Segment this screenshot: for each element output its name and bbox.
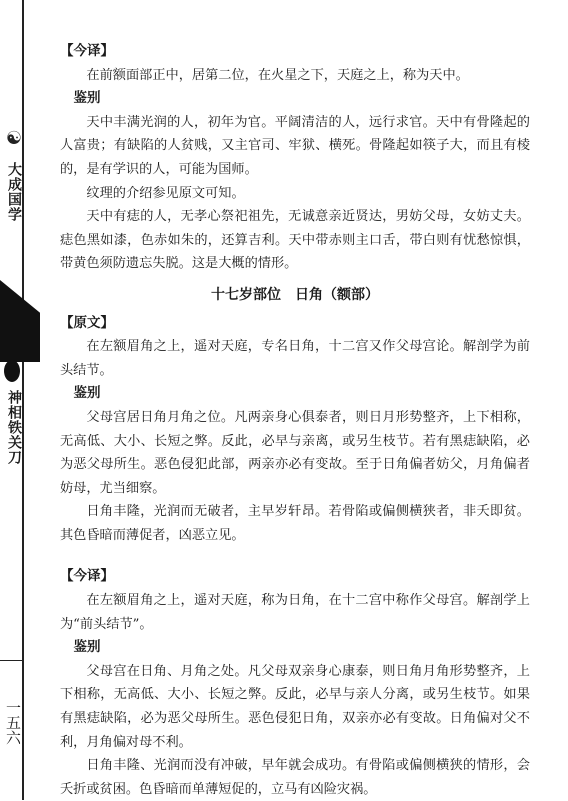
section-heading-modern-translation: 【今译】: [60, 43, 114, 59]
margin-rule: [22, 0, 24, 800]
paragraph: 天中有痣的人，无孝心祭祀祖先，无诚意亲近贤达，男妨父母，女妨丈夫。痣色黑如漆，色赤如朱的，还算吉利。天中带赤则主口舌，带白则有忧愁惊惧，带黄色须防遗忘失脱。这是大概的情形。: [60, 209, 530, 272]
paragraph: 在左额眉角之上，遥对天庭，专名日角，十二宫又作父母宫论。解剖学为前头结节。: [60, 339, 530, 378]
subheading-identification: 鉴别: [73, 639, 101, 656]
paragraph: 纹理的介绍参见原文可知。: [86, 185, 245, 201]
spacer: [60, 547, 530, 565]
decorative-black-tab: [0, 280, 40, 362]
page-number: 一五六: [4, 700, 22, 745]
book-title: 神相铁关刀: [6, 390, 22, 465]
section-heading-original-text: 【原文】: [60, 314, 114, 331]
paragraph: 父母宫在日角、月角之处。凡父母双亲身心康泰，则日角月角形势整齐，上下相称，无高低、大小、长短之弊。反此，必早与亲人分离，或另生枝节。如果有黑痣缺陷，必为恶父母所生。恶色侵犯日角，双亲亦必有变故。日角偏对父不利，月角偏对母不利。: [60, 663, 530, 750]
paragraph: 天中丰满光润的人，初年为官。平阔清洁的人，远行求官。天中有骨隆起的人富贵；有缺陷的人贫贱，又主官司、牢狱、横死。骨隆起如筷子大，而且有棱的，是有学识的人，可能为国师。: [60, 114, 530, 177]
series-title: 大成国学: [6, 162, 22, 222]
section-heading-modern-translation: 【今译】: [60, 568, 114, 585]
yin-yang-icon: ☯: [5, 128, 23, 149]
subheading-identification: 鉴别: [73, 385, 101, 402]
paragraph: 日角丰隆、光润而没有冲破，早年就会成功。有骨陷或偏侧横狭的情形，会夭折或贫困。色昏暗而单薄短促的，立马有凶险灾祸。: [60, 758, 530, 797]
paragraph: 在左额眉角之上，遥对天庭，称为日角，在十二宫中称作父母宫。解剖学上为“前头结节”。: [60, 593, 530, 632]
paragraph: 在前额面部正中，居第二位，在火星之下，天庭之上，称为天中。: [86, 67, 469, 83]
paragraph: 日角丰隆，光润而无破者，主早岁轩昂。若骨陷或偏侧横狭者，非夭即贫。其色昏暗而薄促者，凶恶立见。: [60, 504, 530, 543]
seal-icon: [4, 360, 20, 382]
margin-rail: [0, 0, 40, 800]
subheading-identification: 鉴别: [73, 90, 101, 107]
section-title: 十七岁部位 日角（额部）: [211, 286, 379, 303]
page-body: [60, 40, 530, 801]
page-number-rule: [0, 660, 24, 661]
paragraph: 父母宫居日角月角之位。凡两亲身心俱泰者，则日月形势整齐，上下相称，无高低、大小、长短之弊。反此，必早与亲离，或另生枝节。若有黑痣缺陷，必为恶父母所生。恶色侵犯此部，两亲亦必有变故。至于日角偏者妨父，月角偏者妨母，尤当细察。: [60, 409, 530, 496]
